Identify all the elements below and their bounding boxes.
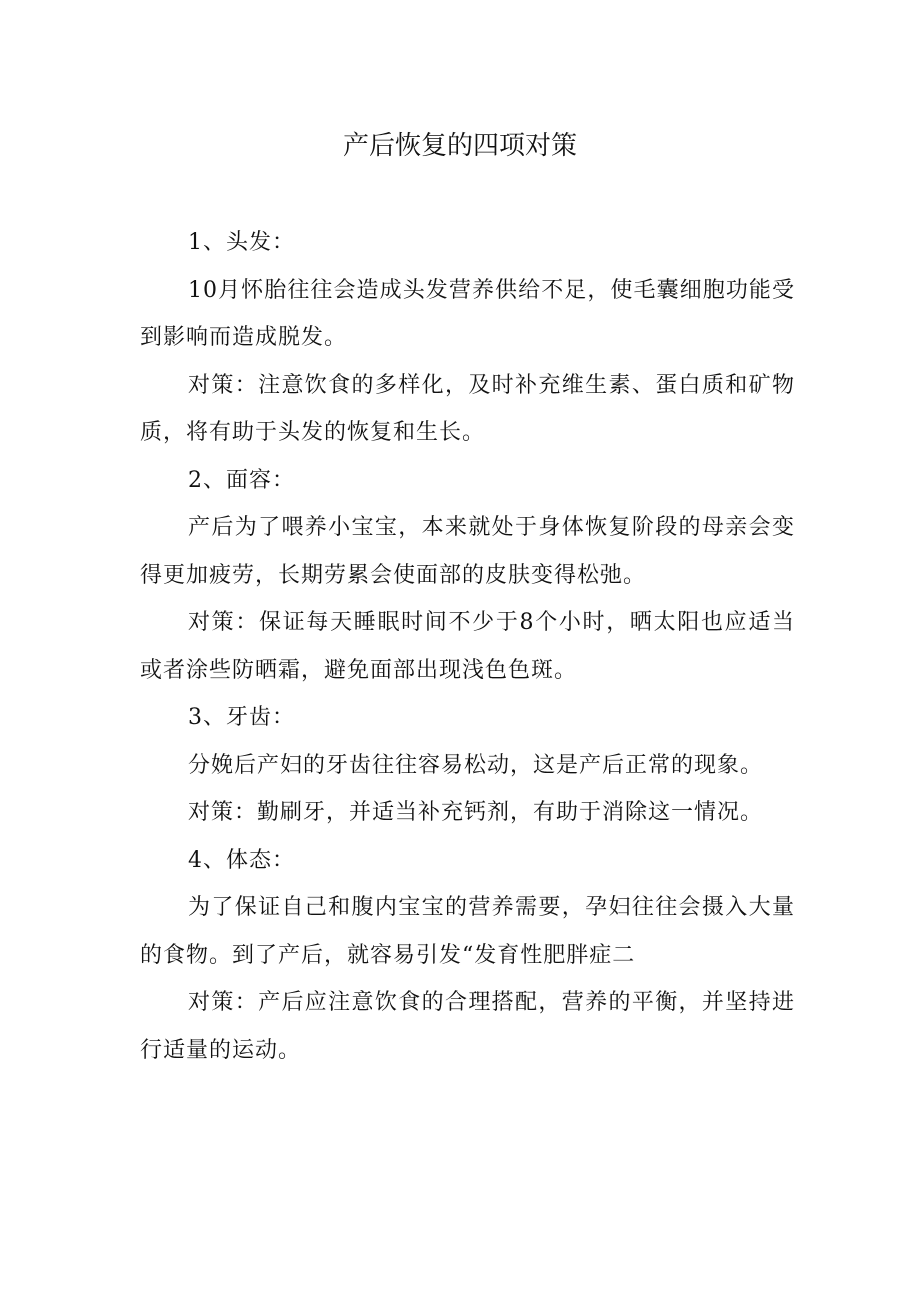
paragraph: 对策：勤刷牙，并适当补充钙剂，有助于消除这一情况。 [188,800,764,825]
paragraph: 对策：注意饮食的多样化，及时补充维生素、蛋白质和矿物质，将有助于头发的恢复和生长。 [140,372,795,445]
document-title: 产后恢复的四项对策 [342,131,577,161]
section-heading-face: 2、面容： [188,467,295,493]
document-body [140,219,795,1074]
section-heading-teeth: 3、牙齿： [188,705,295,730]
paragraph: 分娩后产妇的牙齿往往容易松动，这是产后正常的现象。 [188,752,764,778]
section-heading-hair: 1、头发： [188,230,295,255]
paragraph: 对策：产后应注意饮食的合理搭配，营养的平衡，并坚持进行适量的运动。 [140,990,795,1063]
paragraph: 对策：保证每天睡眠时间不少于8个小时，晒太阳也应适当或者涂些防晒霜，避免面部出现浅色色斑。 [140,610,795,683]
paragraph: 10月怀胎往往会造成头发营养供给不足，使毛囊细胞功能受到影响而造成脱发。 [140,277,795,350]
paragraph: 为了保证自己和腹内宝宝的营养需要，孕妇往往会摄入大量的食物。到了产后，就容易引发“发育性肥胖症二 [140,895,795,968]
paragraph: 产后为了喂养小宝宝，本来就处于身体恢复阶段的母亲会变得更加疲劳，长期劳累会使面部的皮肤变得松弛。 [140,515,795,588]
section-heading-body-shape: 4、体态： [188,847,295,873]
